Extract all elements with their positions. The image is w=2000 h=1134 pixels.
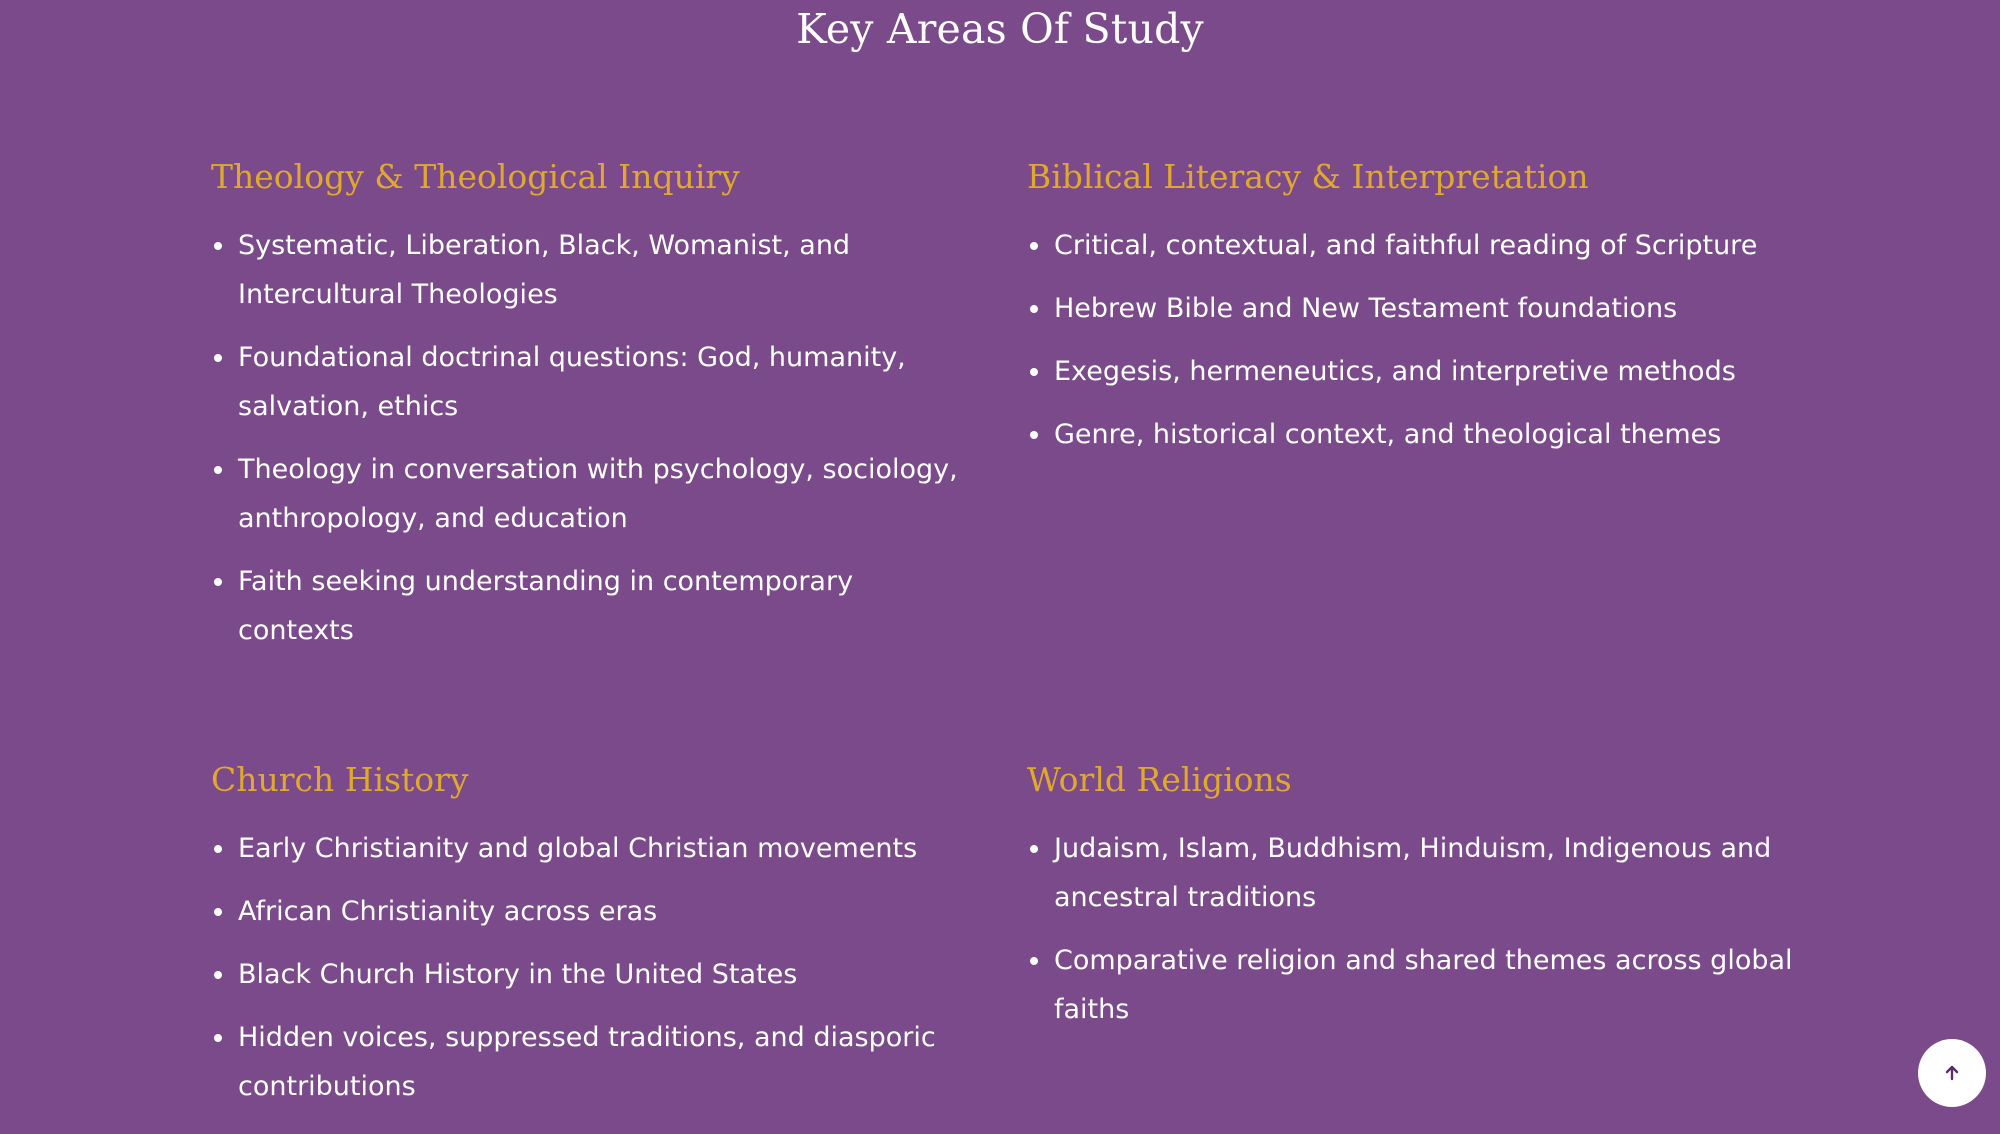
list-item: Critical, contextual, and faithful reading of Scripture [1027, 221, 1817, 270]
area-list [1027, 824, 1817, 1034]
list-item: Early Christianity and global Christian movements [211, 824, 971, 873]
list-item: Exegesis, hermeneutics, and interpretive methods [1027, 347, 1817, 396]
study-area-biblical-literacy [1027, 155, 1817, 473]
list-item: Comparative religion and shared themes across global faiths [1027, 936, 1817, 1034]
page-title: Key Areas Of Study [796, 5, 1204, 53]
list-item: Faith seeking understanding in contemporary contexts [211, 557, 971, 655]
area-heading: Church History [211, 760, 469, 799]
list-item: Black Church History in the United States [211, 950, 971, 999]
list-item: African Christianity across eras [211, 887, 971, 936]
list-item: Hidden voices, suppressed traditions, and diasporic contributions [211, 1013, 971, 1111]
area-heading: Biblical Literacy & Interpretation [1027, 157, 1589, 196]
list-item: Foundational doctrinal questions: God, humanity, salvation, ethics [211, 333, 971, 431]
list-item: Theology in conversation with psychology, sociology, anthropology, and education [211, 445, 971, 543]
area-heading: Theology & Theological Inquiry [211, 157, 740, 196]
area-heading: World Religions [1027, 760, 1292, 799]
study-area-theology [211, 155, 971, 669]
area-list [211, 221, 971, 655]
list-item: Judaism, Islam, Buddhism, Hinduism, Indigenous and ancestral traditions [1027, 824, 1817, 922]
study-area-world-religions [1027, 758, 1817, 1048]
list-item: Systematic, Liberation, Black, Womanist, and Intercultural Theologies [211, 221, 971, 319]
area-list [1027, 221, 1817, 459]
list-item: Genre, historical context, and theological themes [1027, 410, 1817, 459]
list-item: Hebrew Bible and New Testament foundations [1027, 284, 1817, 333]
arrow-up-icon [1941, 1062, 1963, 1084]
scroll-to-top-button[interactable] [1918, 1039, 1986, 1107]
study-area-church-history [211, 758, 971, 1125]
area-list [211, 824, 971, 1111]
